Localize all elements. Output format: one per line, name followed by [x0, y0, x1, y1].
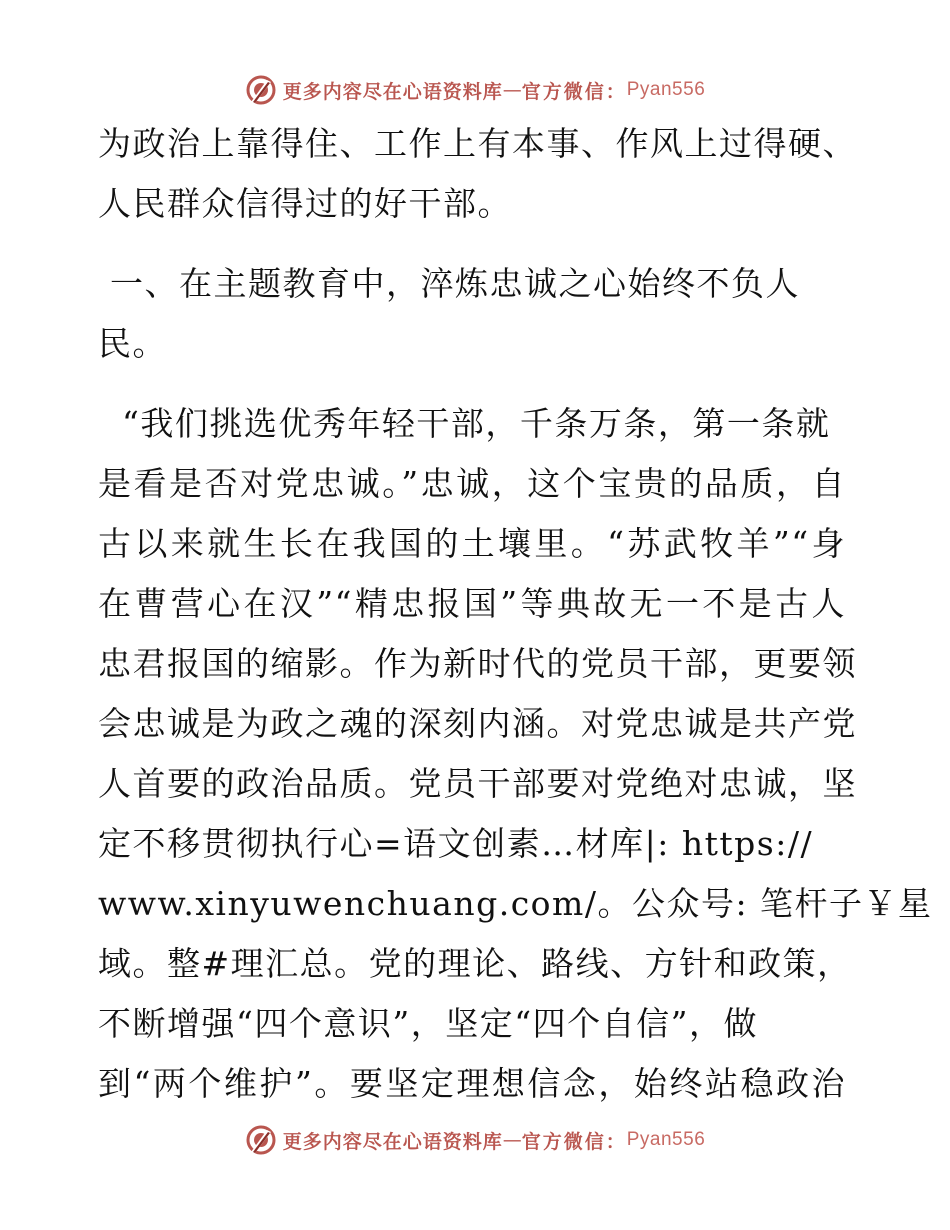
- text-line: www.xinyuwenchuang.com/。公众号: 笔杆子￥星: [98, 884, 933, 923]
- text-line: 古以来就生长在我国的土壤里。“苏武牧羊”“身: [98, 524, 846, 563]
- watermark-wechat-id: Pyan556: [626, 79, 706, 100]
- watermark-wechat-id: Pyan556: [626, 1129, 706, 1150]
- watermark-site-text: 更多内容尽在心语资料库: [282, 80, 503, 103]
- watermark-label: 官方微信：: [521, 1130, 627, 1153]
- section-heading-line: 民。: [98, 324, 167, 363]
- text-line: 会忠诚是为政之魂的深刻内涵。对党忠诚是共产党: [98, 704, 857, 743]
- quill-logo-icon: [245, 1124, 277, 1156]
- quill-logo-icon: [245, 74, 277, 106]
- text-line: 不断增强“四个意识”，坚定“四个自信”，做: [98, 1004, 758, 1043]
- text-line: 域。整#理汇总。党的理论、路线、方针和政策，: [98, 944, 852, 983]
- watermark-site-text: 更多内容尽在心语资料库: [282, 1130, 503, 1153]
- document-body: [98, 114, 933, 1114]
- section-heading-line: 一、在主题教育中，淬炼忠诚之心始终不负人: [110, 264, 800, 303]
- watermark-dash: —: [502, 79, 522, 101]
- text-line: 人民群众信得过的好干部。: [98, 184, 512, 223]
- text-line: 人首要的政治品质。党员干部要对党绝对忠诚，坚: [98, 764, 857, 803]
- text-line: 定不移贯彻执行心=语文创素…材库|: https://: [98, 824, 814, 863]
- text-line: “我们挑选优秀年轻干部，千条万条，第一条就: [122, 404, 831, 443]
- text-line: 到“两个维护”。要坚定理想信念，始终站稳政治: [98, 1064, 846, 1103]
- text-line: 是看是否对党忠诚。”忠诚，这个宝贵的品质，自: [98, 464, 846, 503]
- watermark-dash: —: [502, 1129, 522, 1151]
- watermark-label: 官方微信：: [521, 80, 627, 103]
- text-line: 在曹营心在汉”“精忠报国”等典故无一不是古人: [98, 584, 846, 623]
- text-line: 忠君报国的缩影。作为新时代的党员干部，更要领: [98, 644, 857, 683]
- header-watermark: [0, 70, 950, 110]
- footer-watermark: [0, 1120, 950, 1160]
- text-line: 为政治上靠得住、工作上有本事、作风上过得硬、: [98, 124, 857, 163]
